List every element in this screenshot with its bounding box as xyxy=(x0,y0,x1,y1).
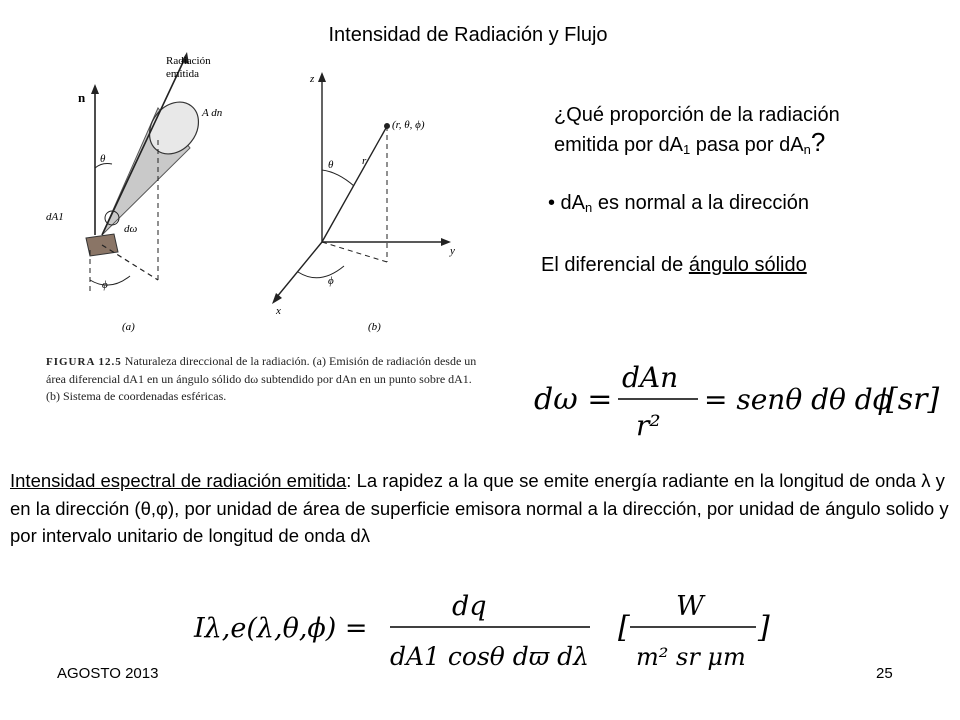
footer-date: AGOSTO 2013 xyxy=(57,665,159,682)
panel-a-label: (a) xyxy=(122,321,135,333)
question-text xyxy=(554,100,840,165)
definition-paragraph xyxy=(10,467,950,550)
question-prefix: emitida por dA xyxy=(554,134,683,156)
eq1-numerator: dAn xyxy=(622,361,679,394)
area-dan-label: A dn xyxy=(202,107,223,119)
z-arrow-icon xyxy=(318,72,326,82)
equation-spectral-intensity xyxy=(190,585,780,675)
question-mark: ? xyxy=(810,127,826,157)
theta-label-a: θ xyxy=(100,153,106,165)
equation-solid-angle xyxy=(520,355,950,445)
panel-b-label: (b) xyxy=(368,321,381,333)
x-axis-label: x xyxy=(276,305,281,317)
eq2-unit-numerator: W xyxy=(676,591,704,622)
r-vector xyxy=(322,128,386,242)
figure-caption xyxy=(46,353,486,405)
normal-arrow-icon xyxy=(91,84,99,94)
bullet-sub: n xyxy=(585,200,593,215)
x-axis xyxy=(276,242,322,298)
bullet-normal xyxy=(548,192,809,215)
y-axis-label: y xyxy=(450,245,455,257)
projection-line xyxy=(102,245,158,280)
caption-text: Naturaleza direccional de la radiación. (a) Emisión de radiación desde un área diferencial dA1 en un ángulo sólido dω subtendido por dAn en un punto sobre dA1. (b) Sistema de coordenadas esféricas. xyxy=(46,354,477,403)
figure-panel-a xyxy=(86,52,209,295)
z-axis-label: z xyxy=(310,73,315,85)
phi-label-a: ϕ xyxy=(102,279,108,291)
area-da1-label: dA1 xyxy=(46,211,64,223)
caption-heading: FIGURA 12.5 xyxy=(46,356,122,368)
point-horizontal-projection xyxy=(322,242,387,262)
question-line-2 xyxy=(554,127,840,165)
definition-term: Intensidad espectral de radiación emitida xyxy=(10,470,347,491)
eq1-lhs: dω = xyxy=(534,382,613,417)
eq2-unit-close: ] xyxy=(758,610,770,645)
slide-title: Intensidad de Radiación y Flujo xyxy=(328,24,608,46)
question-mid: pasa por dA xyxy=(690,134,804,156)
phi-arc xyxy=(90,276,130,285)
phi-arc-b xyxy=(298,266,344,278)
domega-label: dω xyxy=(124,223,138,235)
normal-label: n xyxy=(78,90,86,105)
question-line-1: ¿Qué proporción de la radiación xyxy=(554,104,840,126)
figure-panel-b-labels xyxy=(275,73,455,333)
r-label: r xyxy=(362,155,367,167)
x-arrow-icon xyxy=(272,293,282,304)
page-number: 25 xyxy=(876,665,893,682)
definition-body: : La rapidez a la que se emite energía radiante en la longitud de onda λ y en la dirección (θ,φ), por unidad de área de superficie emisora normal a la dirección, por unidad de ángulo solido y por intervalo unitario de longitud de onda dλ xyxy=(10,470,949,546)
solid-angle-heading xyxy=(541,254,807,277)
theta-arc-b xyxy=(322,170,354,186)
theta-label-b: θ xyxy=(328,159,334,171)
point-label: (r, θ, ϕ) xyxy=(392,119,425,131)
question-sub-1: 1 xyxy=(682,142,691,157)
eq2-unit-open: [ xyxy=(618,610,630,645)
emitted-label-1: Radiación xyxy=(166,55,211,67)
eq1-rhs: = senθ dθ dϕ xyxy=(704,383,892,416)
eq1-unit: [sr] xyxy=(886,382,940,417)
phi-label-b: ϕ xyxy=(328,275,334,287)
bullet-prefix: • dA xyxy=(548,192,586,214)
eq2-lhs: Iλ,e(λ,θ,ϕ) = xyxy=(194,613,368,644)
bullet-suffix: es normal a la dirección xyxy=(592,192,810,214)
solid-angle-term: ángulo sólido xyxy=(688,254,807,276)
figure-panel-b xyxy=(272,72,451,304)
solid-angle-prefix: El diferencial de xyxy=(541,254,689,276)
eq2-denominator: dA1 cosθ dϖ dλ xyxy=(390,642,589,671)
emitted-label-2: emitida xyxy=(166,68,199,80)
eq1-denominator: r² xyxy=(636,409,661,442)
eq2-unit-denominator: m² sr μm xyxy=(636,643,746,671)
eq2-numerator: dq xyxy=(452,591,487,622)
question-sub-n: n xyxy=(803,142,811,157)
